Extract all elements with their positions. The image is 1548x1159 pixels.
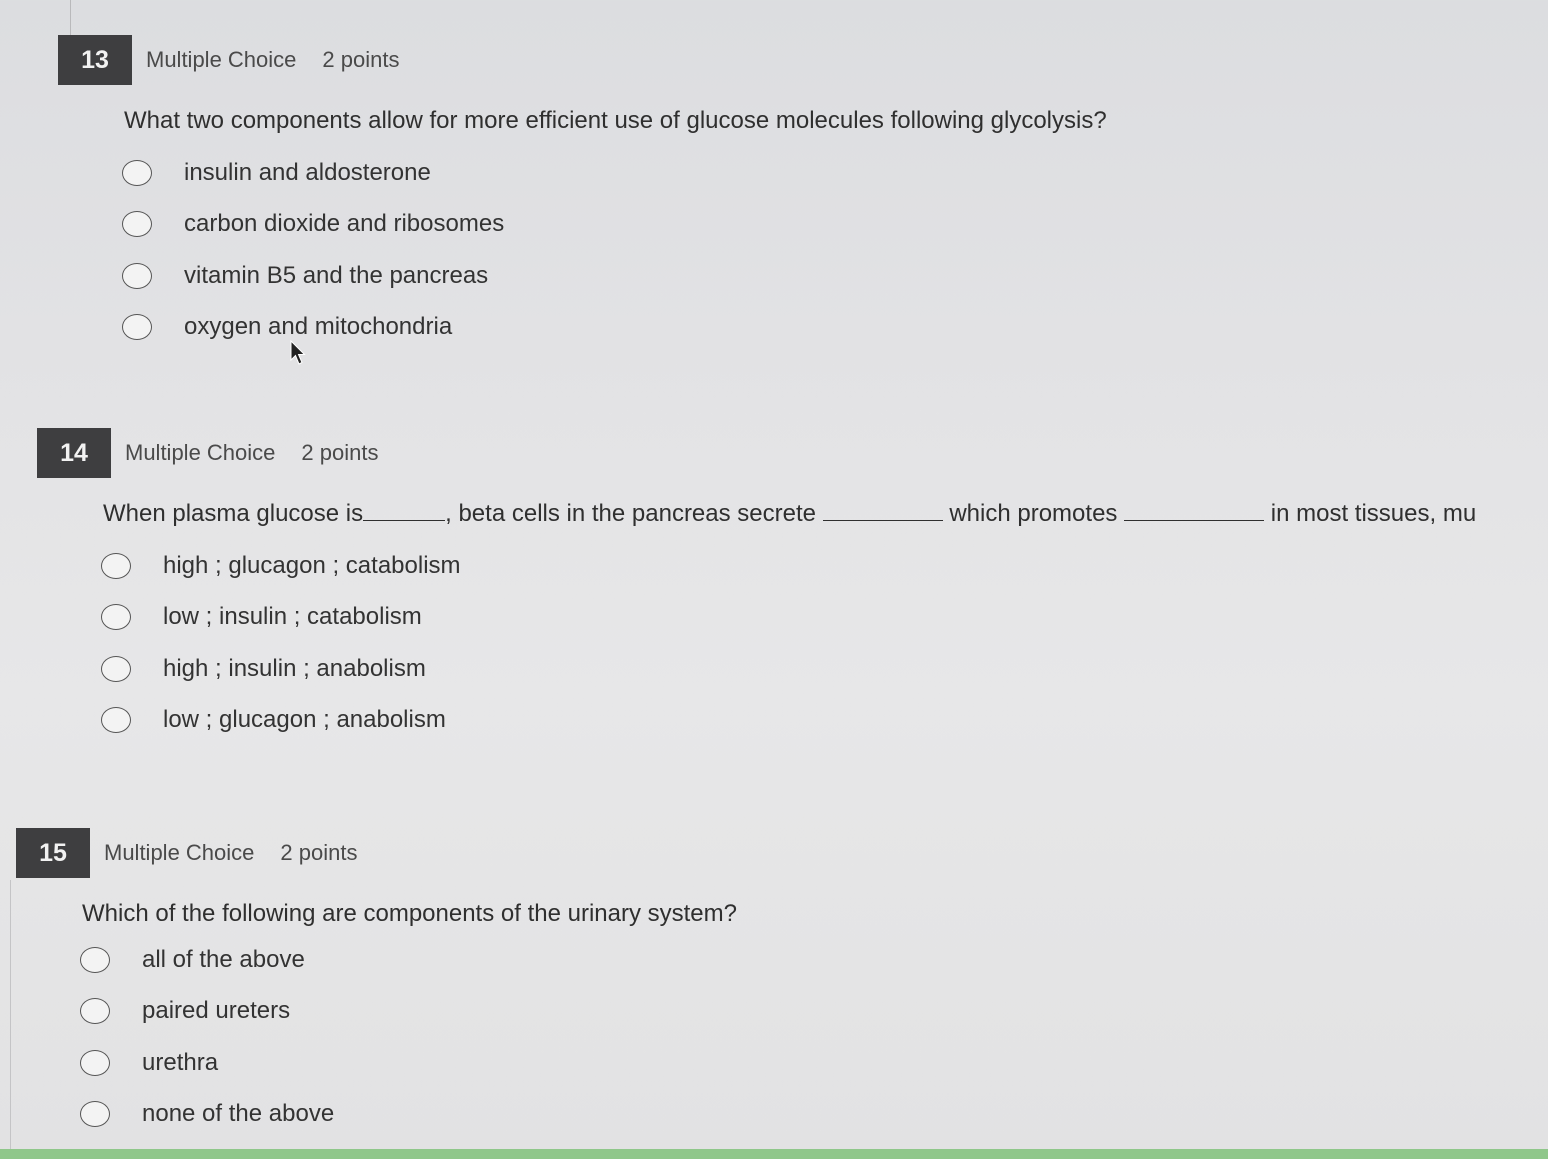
radio-button-icon[interactable] (101, 707, 131, 733)
fill-in-blank (823, 500, 943, 521)
answer-option[interactable] (122, 302, 1548, 354)
radio-button-icon[interactable] (122, 160, 152, 186)
question-type: Multiple Choice (104, 840, 255, 865)
radio-button-icon[interactable] (80, 1050, 110, 1076)
option-label: none of the above (142, 1100, 335, 1128)
prompt-text: When plasma glucose is (103, 500, 364, 527)
question-points: 2 points (280, 840, 358, 865)
option-label: urethra (142, 1048, 219, 1076)
section-divider (10, 880, 11, 1159)
answer-option[interactable] (101, 592, 1537, 644)
answer-option[interactable] (80, 986, 1516, 1038)
radio-button-icon[interactable] (101, 604, 131, 630)
radio-button-icon[interactable] (122, 263, 152, 289)
question-13 (58, 35, 1548, 353)
answer-option[interactable] (101, 540, 1537, 592)
prompt-text: which promotes (949, 500, 1118, 527)
answer-option[interactable] (101, 643, 1537, 695)
option-label: vitamin B5 and the pancreas (184, 261, 489, 289)
option-label: low ; glucagon ; anabolism (163, 706, 446, 734)
radio-button-icon[interactable] (101, 656, 131, 682)
option-label: all of the above (142, 945, 305, 973)
answer-options (122, 147, 1548, 353)
section-divider (70, 0, 71, 40)
question-number-badge: 15 (16, 828, 90, 878)
option-label: high ; insulin ; anabolism (163, 654, 426, 682)
fill-in-blank (363, 500, 445, 521)
question-type: Multiple Choice (146, 47, 297, 72)
answer-options (101, 540, 1537, 746)
bottom-status-bar (0, 1149, 1548, 1159)
answer-option[interactable] (80, 934, 1516, 986)
answer-options (80, 934, 1516, 1140)
option-label: low ; insulin ; catabolism (163, 603, 422, 631)
prompt-text: , beta cells in the pancreas secrete (445, 500, 816, 527)
radio-button-icon[interactable] (80, 998, 110, 1024)
question-points: 2 points (301, 440, 379, 465)
option-label: insulin and aldosterone (184, 158, 431, 186)
answer-option[interactable] (80, 1089, 1516, 1141)
answer-option[interactable] (101, 695, 1537, 747)
question-15 (16, 828, 1516, 1140)
answer-option[interactable] (122, 147, 1548, 199)
question-prompt: What two components allow for more efficient use of glucose molecules following glycolysis? (124, 107, 1107, 134)
radio-button-icon[interactable] (80, 947, 110, 973)
option-label: high ; glucagon ; catabolism (163, 551, 461, 579)
radio-button-icon[interactable] (122, 211, 152, 237)
question-prompt (103, 500, 1537, 528)
answer-option[interactable] (122, 199, 1548, 251)
option-label: paired ureters (142, 997, 291, 1025)
fill-in-blank (1124, 500, 1264, 521)
question-14 (37, 428, 1537, 746)
question-header (58, 35, 1548, 85)
mouse-cursor-icon (290, 340, 306, 366)
radio-button-icon[interactable] (101, 553, 131, 579)
option-label: carbon dioxide and ribosomes (184, 210, 505, 238)
radio-button-icon[interactable] (80, 1101, 110, 1127)
prompt-text: in most tissues, mu (1270, 500, 1477, 527)
question-header (16, 828, 1516, 878)
answer-option[interactable] (122, 250, 1548, 302)
question-header (37, 428, 1537, 478)
option-label: oxygen and mitochondria (184, 313, 453, 341)
question-type: Multiple Choice (125, 440, 276, 465)
question-points: 2 points (322, 47, 400, 72)
question-number-badge: 14 (37, 428, 111, 478)
question-prompt: Which of the following are components of the urinary system? (82, 900, 737, 927)
radio-button-icon[interactable] (122, 314, 152, 340)
question-number-badge: 13 (58, 35, 132, 85)
answer-option[interactable] (80, 1037, 1516, 1089)
